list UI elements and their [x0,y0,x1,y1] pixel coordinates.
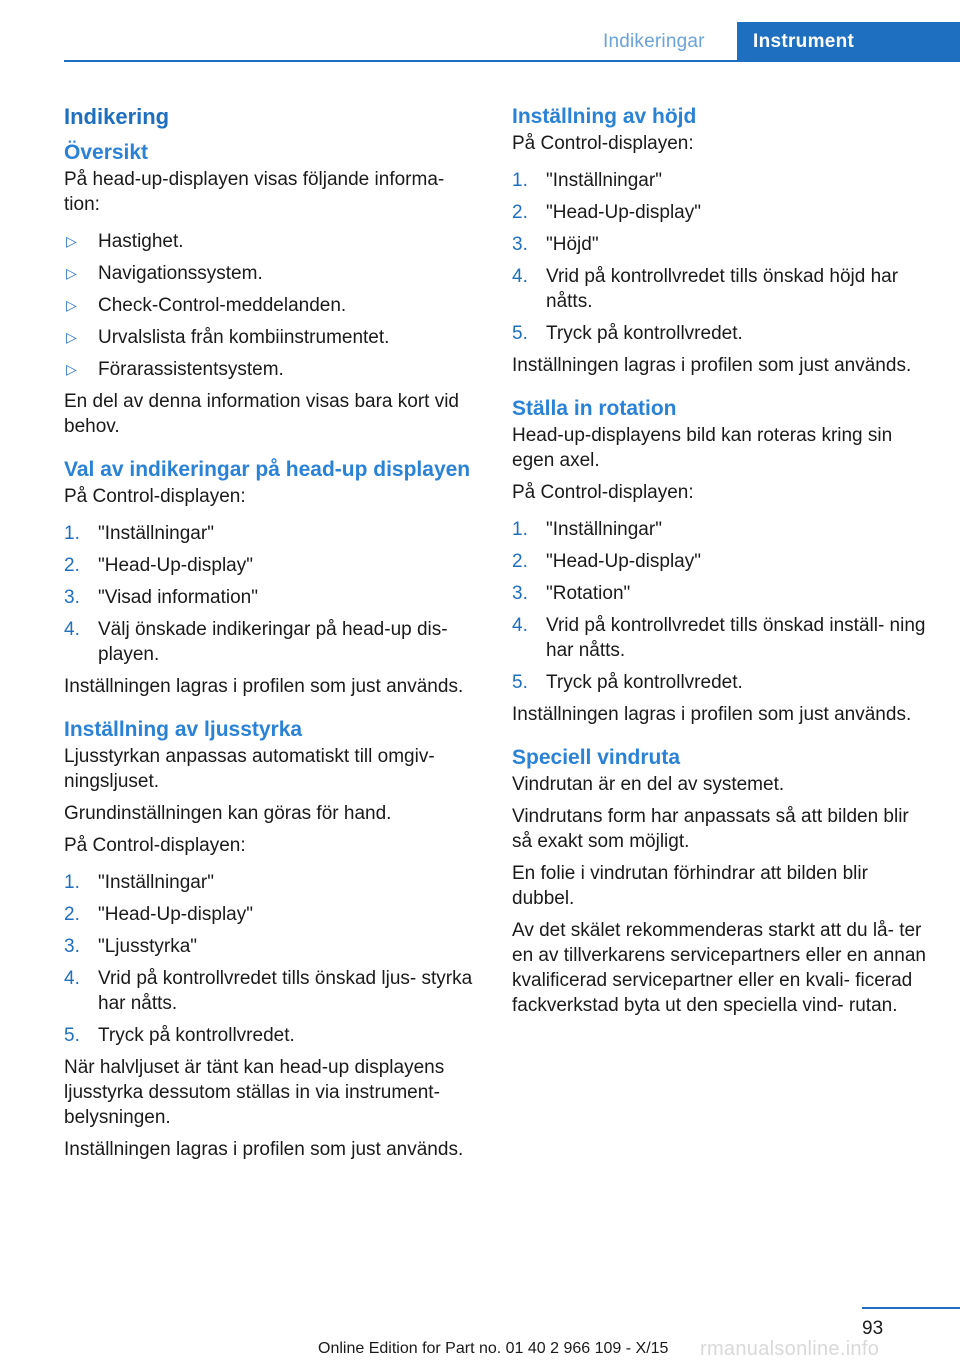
selection-note: Inställningen lagras i profilen som just används. [64,676,464,697]
step-number: 2. [512,202,528,223]
step-number: 5. [64,1025,80,1046]
header-chapter-tab [737,22,960,62]
step-item: 4. Vrid på kontrollvredet tills önskad höjd har nåtts. [512,266,899,312]
step-item: 4. Vrid på kontrollvredet tills önskad ljus‐ styrka har nåtts. [64,968,473,1014]
step-number: 1. [64,523,80,544]
brightness-note-2: Inställningen lagras i profilen som just används. [64,1139,464,1160]
step-item: 2. "Head-Up-display" [512,202,701,223]
page-title: Indikering [64,104,170,129]
step-item: 2. "Head-Up-display" [64,904,253,925]
watermark: rmanualsonline.info [700,1338,880,1360]
step-number: 4. [64,619,80,640]
step-item: 3. "Rotation" [512,583,631,604]
section-title-brightness: Inställning av ljusstyrka [64,718,303,741]
step-number: 5. [512,323,528,344]
brightness-steps [64,870,482,1048]
left-column [64,100,482,1169]
overview-list [64,229,482,382]
selection-steps [64,521,482,667]
step-number: 3. [512,234,528,255]
step-item: 1. "Inställningar" [64,523,214,544]
step-item: 5. Tryck på kontrollvredet. [512,323,743,344]
windshield-p3: En folie i vindrutan förhindrar att bilden blir dubbel. [512,863,868,909]
windshield-p1: Vindrutan är en del av systemet. [512,774,785,795]
list-item: ▷ Hastighet. [66,231,184,252]
list-item: ▷ Förarassistentsystem. [66,359,284,380]
step-item: 4. Välj önskade indikeringar på head-up dis‐ playen. [64,619,448,665]
section-title-height: Inställning av höjd [512,105,697,128]
step-number: 1. [512,519,528,540]
selection-intro: På Control-displayen: [64,486,246,507]
step-item: 3. "Höjd" [512,234,599,255]
brightness-note-1: När halvljuset är tänt kan head-up displayens ljusstyrka dessutom ställas in via instrument‐ belysningen. [64,1057,445,1128]
step-number: 3. [64,587,80,608]
height-intro: På Control-displayen: [512,133,694,154]
step-item: 2. "Head-Up-display" [512,551,701,572]
step-number: 5. [512,672,528,693]
header-section-label: Indikeringar [603,31,705,52]
triangle-bullet-icon: ▷ [66,233,77,249]
list-item: ▷ Check-Control-meddelanden. [66,295,347,316]
rotation-note: Inställningen lagras i profilen som just används. [512,704,912,725]
list-item: ▷ Navigationssystem. [66,263,263,284]
overview-note: En del av denna information visas bara kort vid behov. [64,391,459,437]
triangle-bullet-icon: ▷ [66,265,77,281]
step-number: 1. [512,170,528,191]
step-item: 4. Vrid på kontrollvredet tills önskad inställ‐ ning har nåtts. [512,615,926,661]
step-item: 1. "Inställningar" [512,519,662,540]
section-title-rotation: Ställa in rotation [512,397,677,420]
step-number: 4. [512,266,528,287]
step-number: 4. [512,615,528,636]
brightness-p2: Grundinställningen kan göras för hand. [64,803,392,824]
rotation-p1: Head-up-displayens bild kan roteras kring sin egen axel. [512,425,893,471]
height-steps [512,168,932,346]
step-number: 3. [512,583,528,604]
rotation-steps [512,517,932,695]
rotation-intro: På Control-displayen: [512,482,694,503]
step-number: 3. [64,936,80,957]
right-column [512,100,932,1025]
section-title-windshield: Speciell vindruta [512,746,681,769]
brightness-intro: På Control-displayen: [64,835,246,856]
windshield-p2: Vindrutans form har anpassats så att bilden blir så exakt som möjligt. [512,806,909,852]
step-number: 1. [64,872,80,893]
triangle-bullet-icon: ▷ [66,329,77,345]
list-item: ▷ Urvalslista från kombiinstrumentet. [66,327,390,348]
step-item: 3. "Visad information" [64,587,258,608]
edition-line: Online Edition for Part no. 01 40 2 966 109 - X/15 [318,1340,669,1357]
triangle-bullet-icon: ▷ [66,361,77,377]
step-number: 2. [512,551,528,572]
brightness-p1: Ljusstyrkan anpassas automatiskt till omgiv‐ ningsljuset. [64,746,435,792]
section-title-overview: Översikt [64,141,149,164]
step-number: 2. [64,555,80,576]
step-item: 1. "Inställningar" [64,872,214,893]
step-item: 3. "Ljusstyrka" [64,936,198,957]
step-number: 4. [64,968,80,989]
step-item: 2. "Head-Up-display" [64,555,253,576]
header-chapter-label: Instrument [753,31,855,52]
overview-intro: På head-up-displayen visas följande informa‐ tion: [64,169,445,215]
page-number: 93 [862,1318,884,1339]
triangle-bullet-icon: ▷ [66,297,77,313]
step-item: 1. "Inställningar" [512,170,662,191]
height-note: Inställningen lagras i profilen som just används. [512,355,912,376]
step-number: 2. [64,904,80,925]
step-item: 5. Tryck på kontrollvredet. [512,672,743,693]
section-title-selection: Val av indikeringar på head-up displayen [64,458,471,481]
step-item: 5. Tryck på kontrollvredet. [64,1025,295,1046]
windshield-p4: Av det skälet rekommenderas starkt att du lå‐ ter en av tillverkarens servicepartners eller en annan kvalificerad servicepartner eller en kvali‐ ficerad fackverkstad byta ut den speciella vind‐ rutan. [512,920,926,1016]
footer-rule [862,1307,960,1309]
